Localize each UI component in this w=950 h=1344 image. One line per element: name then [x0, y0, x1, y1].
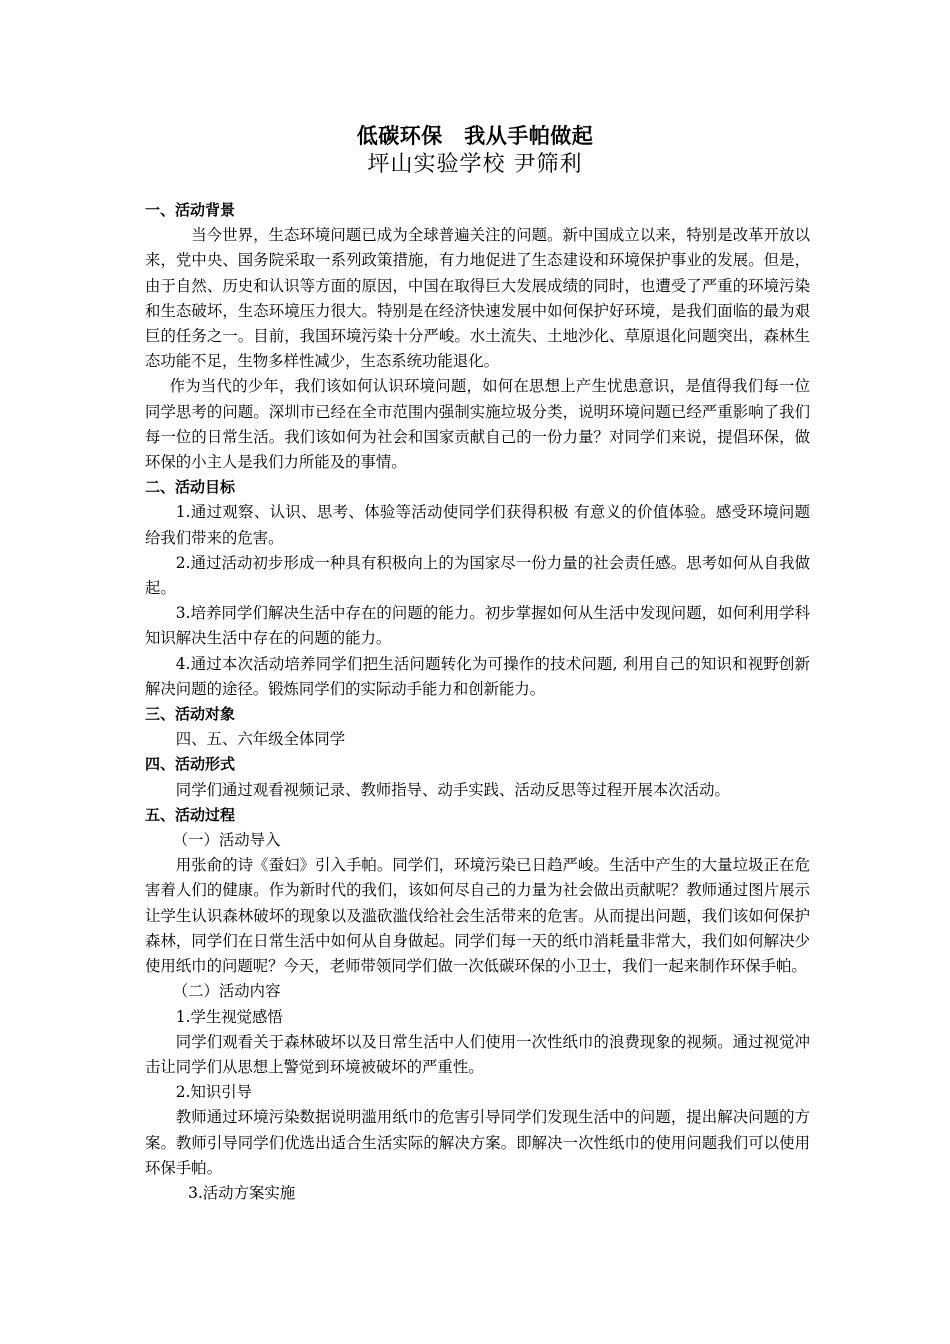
- section-heading-process: 五、活动过程: [145, 805, 236, 824]
- paragraph: 同学们通过观看视频记录、教师指导、动手实践、活动反思等过程开展本次活动。: [175, 780, 730, 799]
- section-heading-format: 四、活动形式: [145, 755, 236, 774]
- paragraph: 作为当代的少年，我们该如何认识环境问题，如何在思想上产生忧患意识，是值得我们每一位同学思考的问题。深圳市已经在全市范围内强制实施垃圾分类，说明环境问题已经严重影响了我们每一位的日常生活。我们该如何为社会和国家贡献自己的一份力量？对同学们来说，提倡环保，做环保的小主人是我们力所能及的事情。: [145, 377, 810, 472]
- document-title: 低碳环保 我从手帕做起: [356, 124, 594, 148]
- paragraph: 用张俞的诗《蚕妇》引入手帕。同学们，环境污染已日趋严峻。生活中产生的大量垃圾正在危害着人们的健康。作为新时代的我们，该如何尽自己的力量为社会做出贡献呢？教师通过图片展示让学生认识森林破坏的现象以及滥砍滥伐给社会生活带来的危害。从而提出问题，我们该如何保护森林，同学们在日常生活中如何从自身做起。同学们每一天的纸巾消耗量非常大，我们如何解决少使用纸巾的问题呢？今天，老师带领同学们做一次低碳环保的小卫士，我们一起来制作环保手帕。: [145, 856, 810, 976]
- list-item: 3.培养同学们解决生活中存在的问题的能力。初步掌握如何从生活中发现问题，如何利用学科知识解决生活中存在的问题的能力。: [145, 604, 810, 648]
- subsection-heading: （二）活动内容: [172, 982, 281, 1001]
- item-heading: 3.活动方案实施: [188, 1183, 296, 1202]
- document-body: [145, 198, 810, 1206]
- list-item: 1.通过观察、认识、思考、体验等活动使同学们获得积极 有意义的价值体验。感受环境问题给我们带来的危害。: [145, 503, 810, 547]
- section-heading-goals: 二、活动目标: [145, 478, 236, 497]
- item-heading: 2.知识引导: [175, 1083, 253, 1102]
- paragraph: 四、五、六年级全体同学: [175, 730, 346, 749]
- document-author: 坪山实验学校 尹筛利: [367, 152, 583, 177]
- list-item: 2.通过活动初步形成一种具有积极向上的为国家尽一份力量的社会责任感。思考如何从自我做起。: [145, 553, 810, 598]
- paragraph: 同学们观看关于森林破坏以及日常生活中人们使用一次性纸巾的浪费现象的视频。通过视觉冲击让同学们从思想上警觉到环境被破坏的严重性。: [145, 1032, 810, 1076]
- paragraph: 当今世界，生态环境问题已成为全球普遍关注的问题。新中国成立以来，特别是改革开放以来，党中央、国务院采取一系列政策措施，有力地促进了生态建设和环境保护事业的发展。但是，由于自然、历史和认识等方面的原因，中国在取得巨大发展成绩的同时，也遭受了严重的环境污染和生态破坏，生态环境压力很大。特别是在经济快速发展中如何保护好环境，是我们面临的最为艰巨的任务之一。目前，我国环境污染十分严峻。水土流失、土地沙化、草原退化问题突出，森林生态功能不足，生物多样性减少，生态系统功能退化。: [145, 226, 810, 371]
- subsection-heading: （一）活动导入: [172, 831, 281, 850]
- paragraph: 教师通过环境污染数据说明滥用纸巾的危害引导同学们发现生活中的问题，提出解决问题的方案。教师引导同学们优选出适合生活实际的解决方案。即解决一次性纸巾的使用问题我们可以使用环保手帕。: [145, 1108, 810, 1177]
- list-item: 4.通过本次活动培养同学们把生活问题转化为可操作的技术问题, 利用自己的知识和视野创新解决问题的途径。锻炼同学们的实际动手能力和创新能力。: [145, 654, 810, 698]
- item-heading: 1.学生视觉感悟: [175, 1007, 283, 1026]
- section-heading-background: 一、活动背景: [145, 201, 236, 219]
- section-heading-audience: 三、活动对象: [145, 705, 236, 724]
